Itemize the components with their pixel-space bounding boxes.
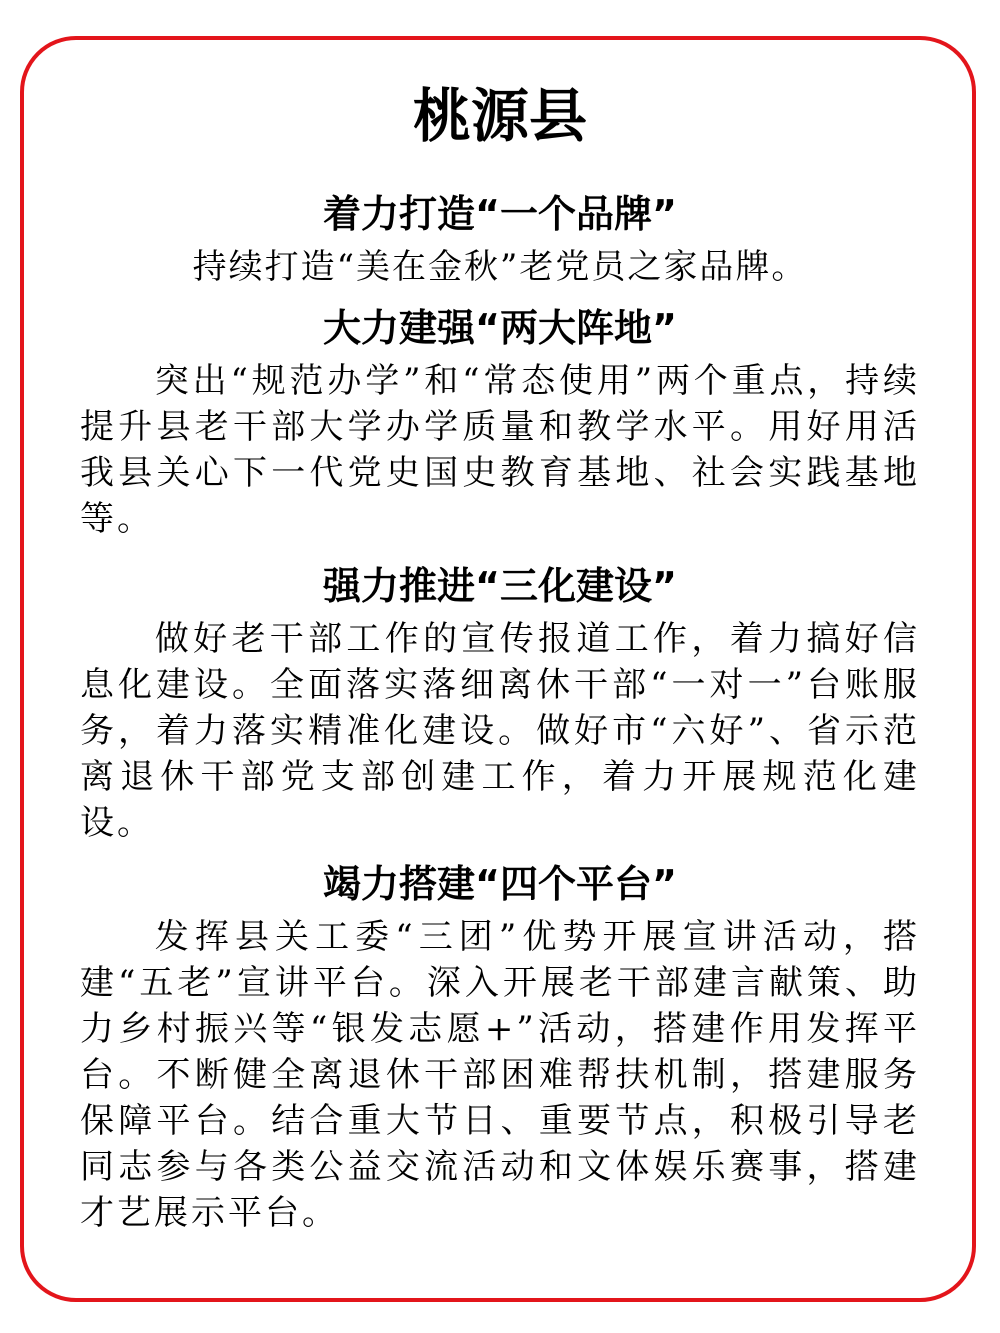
document-content [80,78,920,1248]
section-body-three-builds: 做好老干部工作的宣传报道工作，着力搞好信息化建设。全面落实落细离休干部“一对一”台账服务，着力落实精准化建设。做好市“六好”、省示范离退休干部党支部创建工作，着力开展规范化建设。 [80,619,920,843]
section-heading-three-builds: 强力推进“三化建设” [323,564,677,608]
section-heading-four-platforms: 竭力搭建“四个平台” [323,862,677,906]
section-body-positions: 突出“规范办学”和“常态使用”两个重点，持续提升县老干部大学办学质量和教学水平。用好用活我县关心下一代党史国史教育基地、社会实践基地等。 [80,361,920,539]
section-body-four-platforms: 发挥县关工委“三团”优势开展宣讲活动，搭建“五老”宣讲平台。深入开展老干部建言献策、助力乡村振兴等“银发志愿+”活动，搭建作用发挥平台。不断健全离退休干部困难帮扶机制，搭建服务保障平台。结合重大节日、重要节点，积极引导老同志参与各类公益交流活动和文体娱乐赛事，搭建才艺展示平台。 [80,917,920,1233]
section-heading-positions: 大力建强“两大阵地” [323,306,677,350]
section-body-brand: 持续打造“美在金秋”老党员之家品牌。 [192,247,808,287]
section-heading-brand: 着力打造“一个品牌” [323,192,677,236]
page-title: 桃源县 [412,82,587,150]
